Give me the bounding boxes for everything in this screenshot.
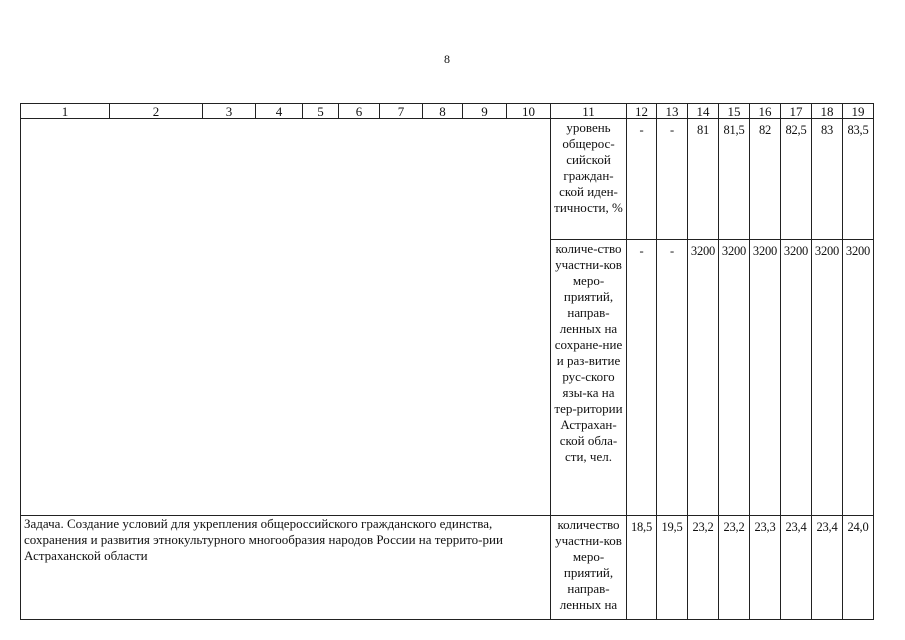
table-row [21,119,874,240]
header-cell: 17 [781,104,812,119]
header-cell: 12 [627,104,657,119]
value-cell: 23,2 [719,516,750,620]
header-cell: 8 [423,104,463,119]
value-cell: 18,5 [627,516,657,620]
value-cell: 24,0 [843,516,874,620]
value-cell: 82,5 [781,119,812,240]
header-cell: 10 [507,104,551,119]
value-cell: - [657,119,688,240]
header-cell: 4 [256,104,303,119]
value-cell: - [627,240,657,516]
value-cell: 3200 [750,240,781,516]
task-cell: Задача. Создание условий для укрепления общероссийского гражданского единства, сохранения и развития этнокультурного многообразия народов России на террито-рии Астраханской области [21,516,551,620]
indicators-table [20,103,874,620]
header-cell: 16 [750,104,781,119]
value-cell: - [627,119,657,240]
header-cell: 15 [719,104,750,119]
value-cell: 23,4 [812,516,843,620]
value-cell: - [657,240,688,516]
header-cell: 7 [380,104,423,119]
value-cell: 23,3 [750,516,781,620]
header-cell: 6 [339,104,380,119]
value-cell: 3200 [812,240,843,516]
blank-cell [21,119,551,516]
value-cell: 83 [812,119,843,240]
value-cell: 3200 [781,240,812,516]
value-cell: 23,2 [688,516,719,620]
page-number: 8 [444,52,450,66]
header-cell: 2 [110,104,203,119]
header-row [21,104,874,119]
value-cell: 3200 [843,240,874,516]
header-cell: 18 [812,104,843,119]
value-cell: 82 [750,119,781,240]
value-cell: 81 [688,119,719,240]
value-cell: 81,5 [719,119,750,240]
value-cell: 3200 [719,240,750,516]
value-cell: 83,5 [843,119,874,240]
value-cell: 23,4 [781,516,812,620]
indicator-cell: количество участни-ков меро-приятий, направ-ленных на [551,516,627,620]
header-cell: 9 [463,104,507,119]
header-cell: 11 [551,104,627,119]
header-cell: 14 [688,104,719,119]
value-cell: 19,5 [657,516,688,620]
value-cell: 3200 [688,240,719,516]
header-cell: 13 [657,104,688,119]
header-cell: 5 [303,104,339,119]
table-row [21,516,874,620]
indicator-cell: уровень общерос-сийской граждан-ской иден-тичности, % [551,119,627,240]
header-cell: 1 [21,104,110,119]
header-cell: 19 [843,104,874,119]
indicator-cell: количе-ство участни-ков меро-приятий, направ-ленных на сохране-ние и раз-витие рус-ского язы-ка на тер-ритории Астрахан-ской обла-сти, чел. [551,240,627,516]
header-cell: 3 [203,104,256,119]
